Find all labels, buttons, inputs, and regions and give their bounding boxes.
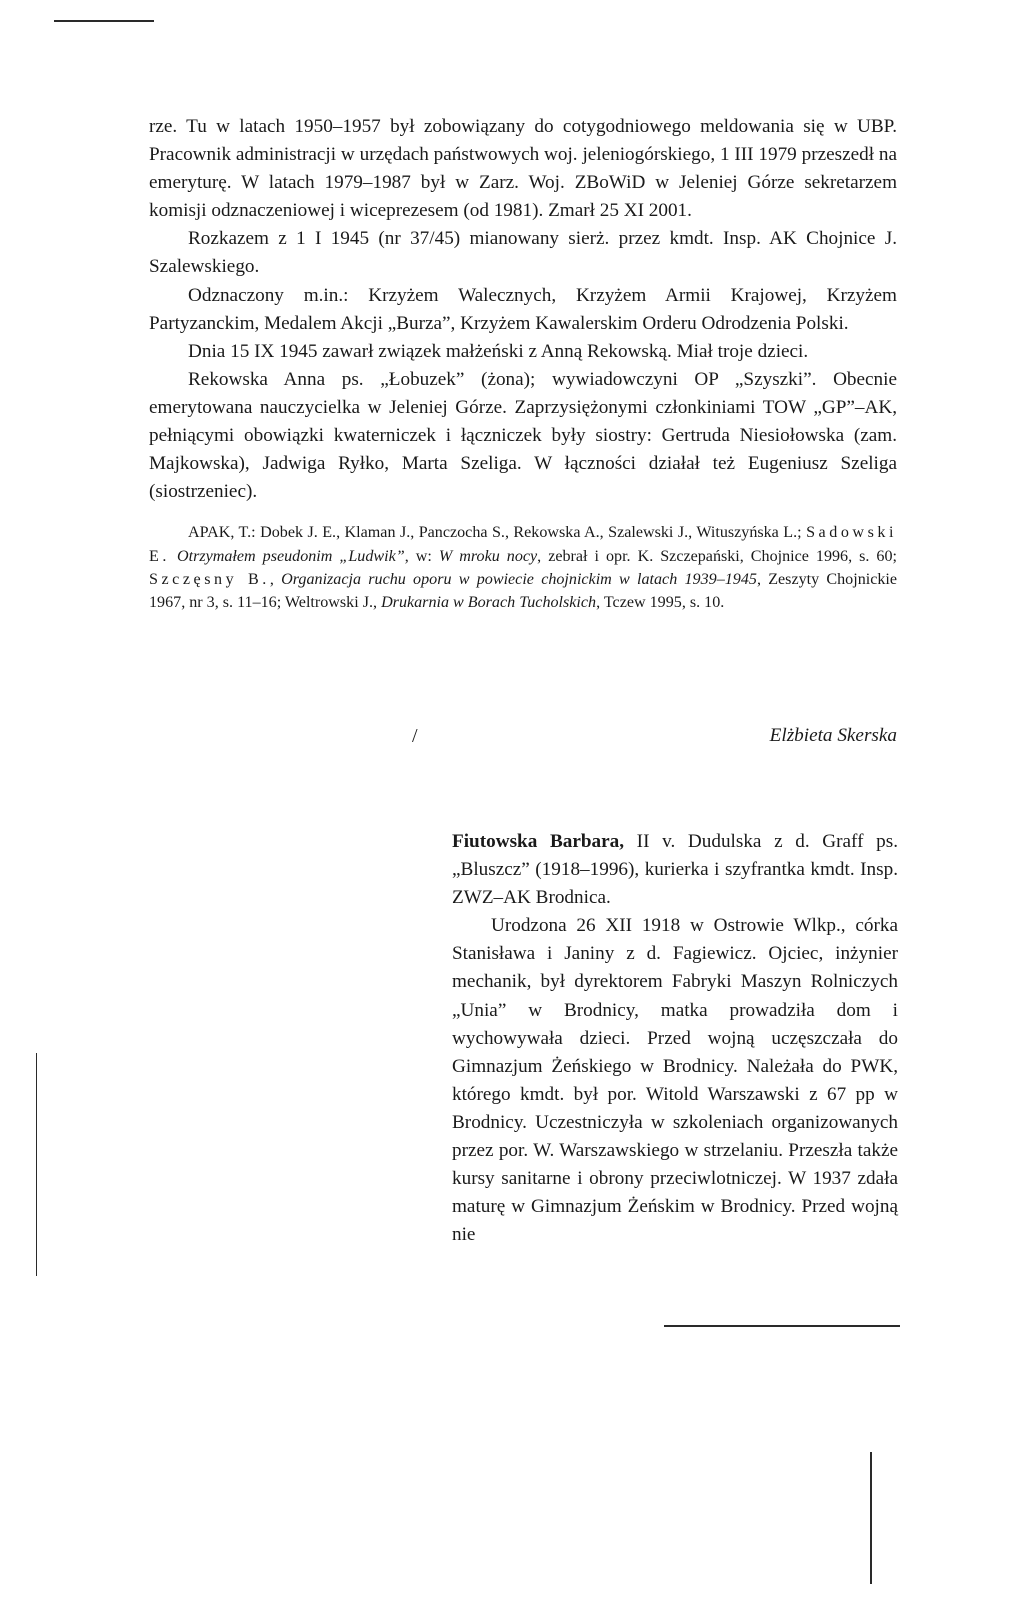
biblio-sep-4: , (269, 570, 282, 588)
next-entry (452, 828, 898, 1249)
top-margin-rule (54, 20, 154, 22)
left-margin-mark (36, 1053, 37, 1276)
entry-heading: Fiutowska Barbara, (452, 831, 625, 852)
bibliography (149, 521, 897, 614)
entry-intro (452, 828, 898, 912)
biblio-author-sadowski: Sadowski E. (149, 524, 897, 565)
biblio-title-mrok: W mroku nocy (438, 547, 538, 565)
entry-intro-text: II v. Dudulska z d. Graff ps. „Bluszcz” (1918–1996), kurierka i szyfrantka kmdt. Insp. ZWZ–AK Brodnica. (452, 831, 898, 909)
author-signature: Elżbieta Skerska (769, 725, 897, 746)
biblio-title-drukarnia: Drukarnia w Borach Tucholskich (381, 594, 597, 612)
bottom-margin-rule (664, 1325, 900, 1327)
paragraph-decorations: Odznaczony m.in.: Krzyżem Walecznych, Krzyżem Armii Krajowej, Krzyżem Partyzanckim, Medalem Akcji „Burza”, Krzyżem Kawalerskim Orderu Odrodzenia Polski. (149, 284, 897, 334)
paragraph-promotion: Rozkazem z 1 I 1945 (nr 37/45) mianowany sierż. przez kmdt. Insp. AK Chojnice J. Szalewskiego. (149, 228, 897, 278)
biblio-title-organizacja: Organizacja ruchu oporu w powiecie chojnickim w latach 1939–1945 (281, 570, 757, 588)
paragraph-career: rze. Tu w latach 1950–1957 był zobowiązany do cotygodniowego meldowania się w UBP. Pracownik administracji w urzędach państwowych woj. jeleniogórskiego, 1 III 1979 przeszedł na emeryturę. W latach 1979–1987 był w Zarz. Woj. ZBoWiD w Jeleniej Górze sekretarzem komisji odznaczeniowej i wiceprezesem (od 1981). Zmarł 25 XI 2001. (149, 116, 897, 222)
paragraph-wife: Rekowska Anna ps. „Łobuzek” (żona); wywiadowczyni OP „Szyszki”. Obecnie emerytowana nauczycielka w Jeleniej Górze. Zaprzysiężonymi członkiniami TOW „GP”–AK, pełniącymi obowiązki kwaterniczek i łączniczek były siostry: Gertruda Niesiołowska (zam. Majkowska), Jadwiga Ryłko, Marta Szeliga. W łączności działał też Eugeniusz Szeliga (siostrzeniec). (149, 368, 897, 503)
biblio-title-pseudonim: Otrzymałem pseudonim „Ludwik” (176, 547, 405, 565)
biblio-sep-5: , Zeszyty Chojnickie 1967, nr 3, s. 11–16; Weltrowski J., (149, 570, 898, 612)
biblio-sep-1 (170, 548, 177, 565)
biblio-sep-2: , w: (404, 547, 439, 565)
biblio-sources: APAK, T.: Dobek J. E., Klaman J., Panczocha S., Rekowska A., Szalewski J., Wituszyńska L.; (188, 524, 807, 542)
biblio-sep-3: , zebrał i opr. K. Szczepański, Chojnice 1996, s. 60; (537, 547, 897, 565)
right-margin-mark (870, 1452, 872, 1584)
biblio-sep-6: , Tczew 1995, s. 10. (596, 594, 725, 612)
entry-paragraph-biography: Urodzona 26 XII 1918 w Ostrowie Wlkp., córka Stanisława i Janiny z d. Fagiewicz. Ojciec, inżynier mechanik, był dyrektorem Fabryki Maszyn Rolniczych „Unia” w Brodnicy, matka prowadziła dom i wychowywała dzieci. Przed wojną uczęszczała do Gimnazjum Żeńskiego w Brodnicy. Należała do PWK, którego kmdt. był por. Witold Warszawski z 67 pp w Brodnicy. Uczestniczyła w szkoleniach organizowanych przez por. W. Warszawskiego w strzelaniu. Przeszła także kursy sanitarne i obrony przeciwlotniczej. W 1937 zdała maturę w Gimnazjum Żeńskim w Brodnicy. Przed wojną nie (452, 915, 898, 1246)
previous-entry-continuation (149, 113, 897, 631)
biblio-author-szczesny: Szczęsny B. (149, 570, 270, 588)
paragraph-marriage: Dnia 15 IX 1945 zawarł związek małżeński z Anną Rekowską. Miał troje dzieci. (188, 340, 809, 362)
entry-signature (149, 725, 897, 755)
signature-slash: / (412, 725, 418, 747)
